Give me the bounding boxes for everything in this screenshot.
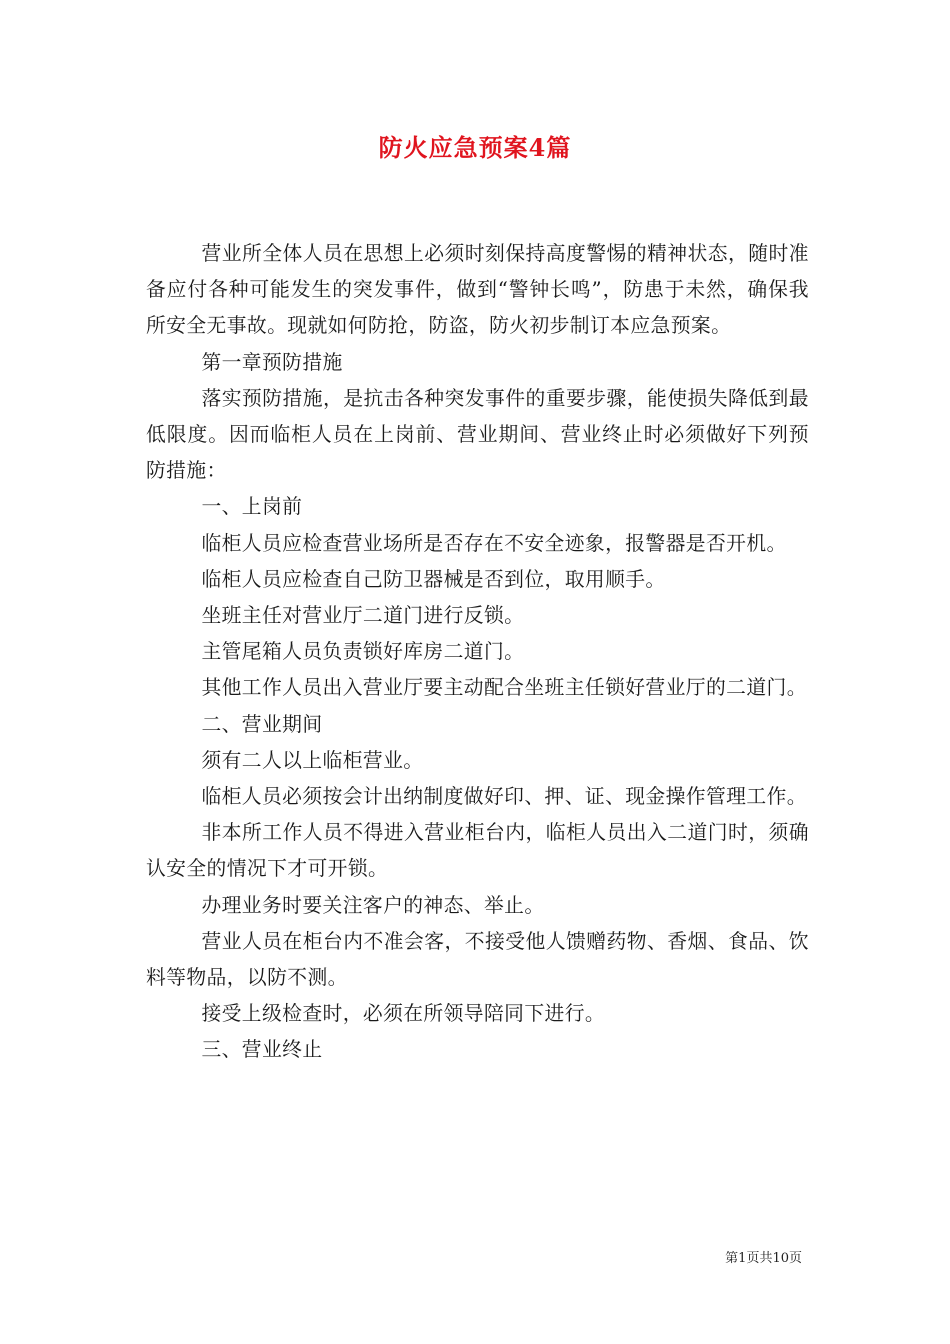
paragraph: 须有二人以上临柜营业。	[201, 748, 424, 772]
paragraph: 办理业务时要关注客户的神态、举止。	[201, 893, 545, 917]
paragraph: 营业所全体人员在思想上必须时刻保持高度警惕的精神状态，随时准备应付各种可能发生的突发事件，做到“警钟长鸣”，防患于未然，确保我所安全无事故。现就如何防抢，防盗，防火初步制订本应急预案。	[146, 242, 809, 338]
section-heading: 二、营业期间	[201, 712, 323, 736]
paragraph: 营业人员在柜台内不准会客，不接受他人馈赠药物、香烟、食品、饮料等物品，以防不测。	[146, 929, 809, 990]
paragraph: 接受上级检查时，必须在所领导陪同下进行。	[201, 1002, 606, 1026]
paragraph: 非本所工作人员不得进入营业柜台内，临柜人员出入二道门时，须确认安全的情况下才可开锁。	[146, 821, 809, 881]
section-heading: 一、上岗前	[201, 495, 303, 519]
paragraph: 临柜人员必须按会计出纳制度做好印、押、证、现金操作管理工作。	[201, 785, 807, 809]
document-body	[146, 236, 809, 1069]
paragraph: 坐班主任对营业厅二道门进行反锁。	[201, 604, 525, 628]
paragraph: 临柜人员应检查自己防卫器械是否到位，取用顺手。	[201, 567, 666, 591]
paragraph: 落实预防措施，是抗击各种突发事件的重要步骤，能使损失降低到最低限度。因而临柜人员在上岗前、营业期间、营业终止时必须做好下列预防措施：	[146, 386, 809, 483]
document-title: 防火应急预案4篇	[378, 133, 572, 162]
page-number-footer: 第1页共10页	[725, 1251, 802, 1266]
paragraph: 主管尾箱人员负责锁好库房二道门。	[201, 640, 525, 664]
paragraph: 其他工作人员出入营业厅要主动配合坐班主任锁好营业厅的二道门。	[201, 676, 807, 700]
chapter-heading: 第一章预防措施	[201, 350, 343, 374]
section-heading: 三、营业终止	[201, 1038, 323, 1062]
paragraph: 临柜人员应检查营业场所是否存在不安全迹象，报警器是否开机。	[201, 531, 787, 555]
